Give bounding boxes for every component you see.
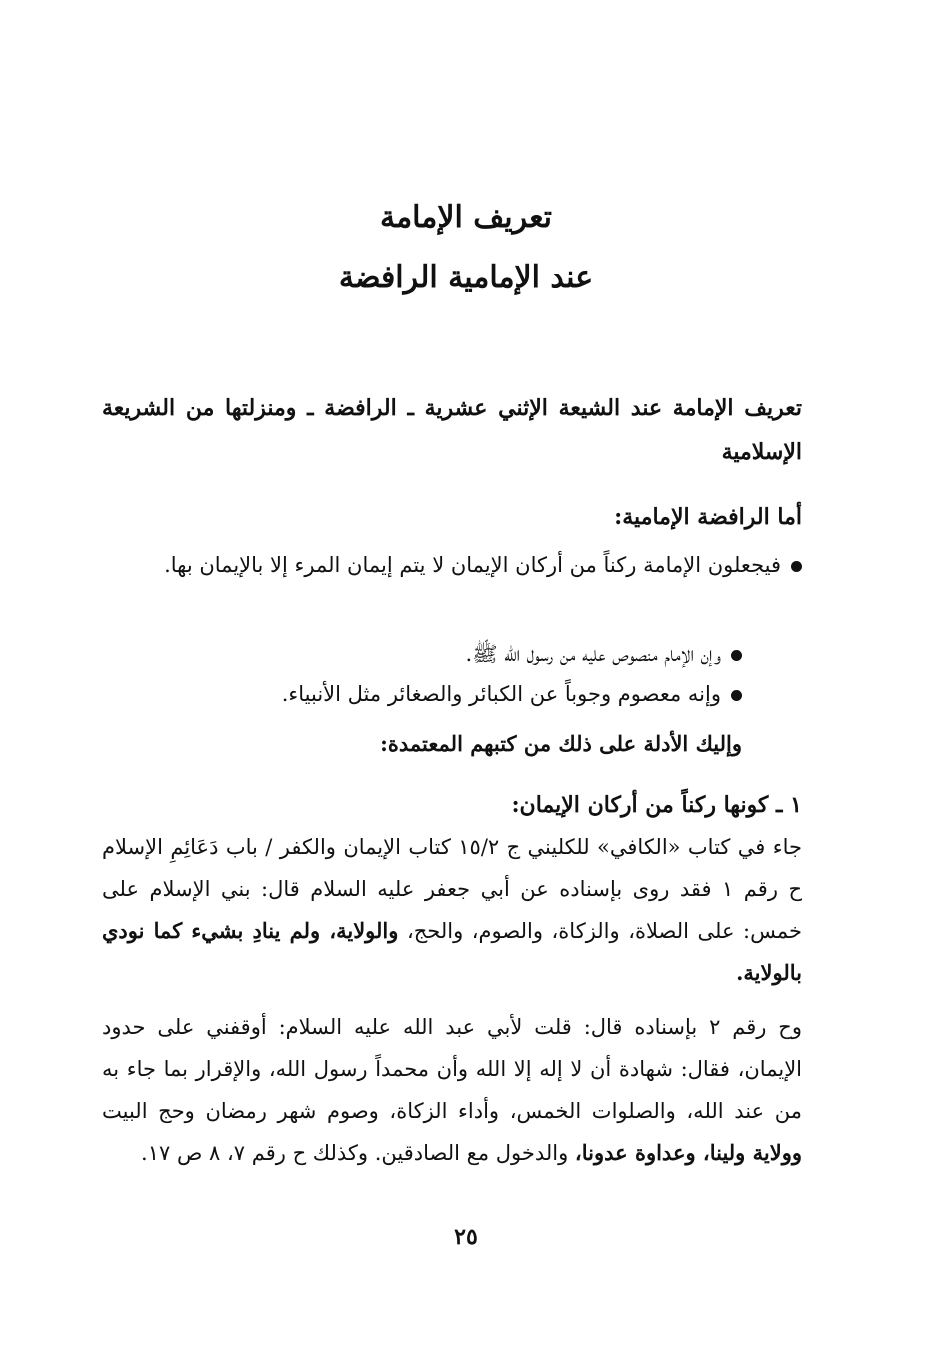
page-number: ٢٥: [454, 1224, 478, 1250]
paragraph-1-text: جاء في كتاب «الكافي» للكليني ج ١٥/٢ كتاب الإيمان والكفر / باب دَعَائِمِ الإسلام ح رقم ١ فقد روى بإسناده عن أبي جعفر عليه السلام قال: بني الإسلام على خمس: على الصلاة، والزكاة، والصوم، والحج،: [102, 835, 803, 943]
rafida-intro: أما الرافضة الإمامية:: [614, 504, 802, 530]
page-subtitle: عند الإمامية الرافضة: [338, 260, 594, 295]
point-1-heading: ١ ـ كونها ركناً من أركان الإيمان:: [511, 792, 802, 818]
bullet-icon: [731, 650, 742, 661]
bullet-icon: [791, 561, 802, 572]
bullet-text: وإن الإمام منصوص عليه من رسول الله ﷺ.: [465, 642, 721, 666]
bullet-item-1: [102, 544, 802, 586]
evidence-intro: وإليك الأدلة على ذلك من كتبهم المعتمدة:: [380, 731, 742, 756]
bullet-item-3: [282, 674, 742, 714]
paragraph-2: [102, 1006, 802, 1174]
paragraph-2-bold-text: وولاية ولينا، وعداوة عدونا،: [574, 1140, 802, 1165]
bullet-text: فيجعلون الإمامة ركناً من أركان الإيمان لا يتم إيمان المرء إلا بالإيمان بها.: [164, 553, 781, 577]
section-heading: تعريف الإمامة عند الشيعة الإثني عشرية ـ الرافضة ـ ومنزلتها من الشريعة الإسلامية: [102, 395, 802, 465]
page-title: تعريف الإمامة: [379, 200, 553, 235]
bullet-icon: [731, 690, 742, 701]
bullet-item-2: [466, 634, 742, 674]
bullet-text: وإنه معصوم وجوباً عن الكبائر والصغائر مثل الأنبياء.: [281, 682, 721, 706]
paragraph-1: [102, 826, 802, 994]
paragraph-1-bold-text: والولاية، ولم ينادِ بشيء كما نودي بالولاية.: [102, 918, 802, 985]
paragraph-2-text-b: والدخول مع الصادقين. وكذلك ح رقم ٧، ٨ ص ١٧.: [141, 1141, 569, 1165]
paragraph-2-text-a: وح رقم ٢ بإسناده قال: قلت لأبي عبد الله عليه السلام: أوقفني على حدود الإيمان، فقال: شهادة أن لا إله إلا الله وأن محمداً رسول الله، والإقرار بما جاء به من عند الله، والصلوات الخمس، وأداء الزكاة، وصوم شهر رمضان وحج البيت: [102, 1015, 802, 1123]
